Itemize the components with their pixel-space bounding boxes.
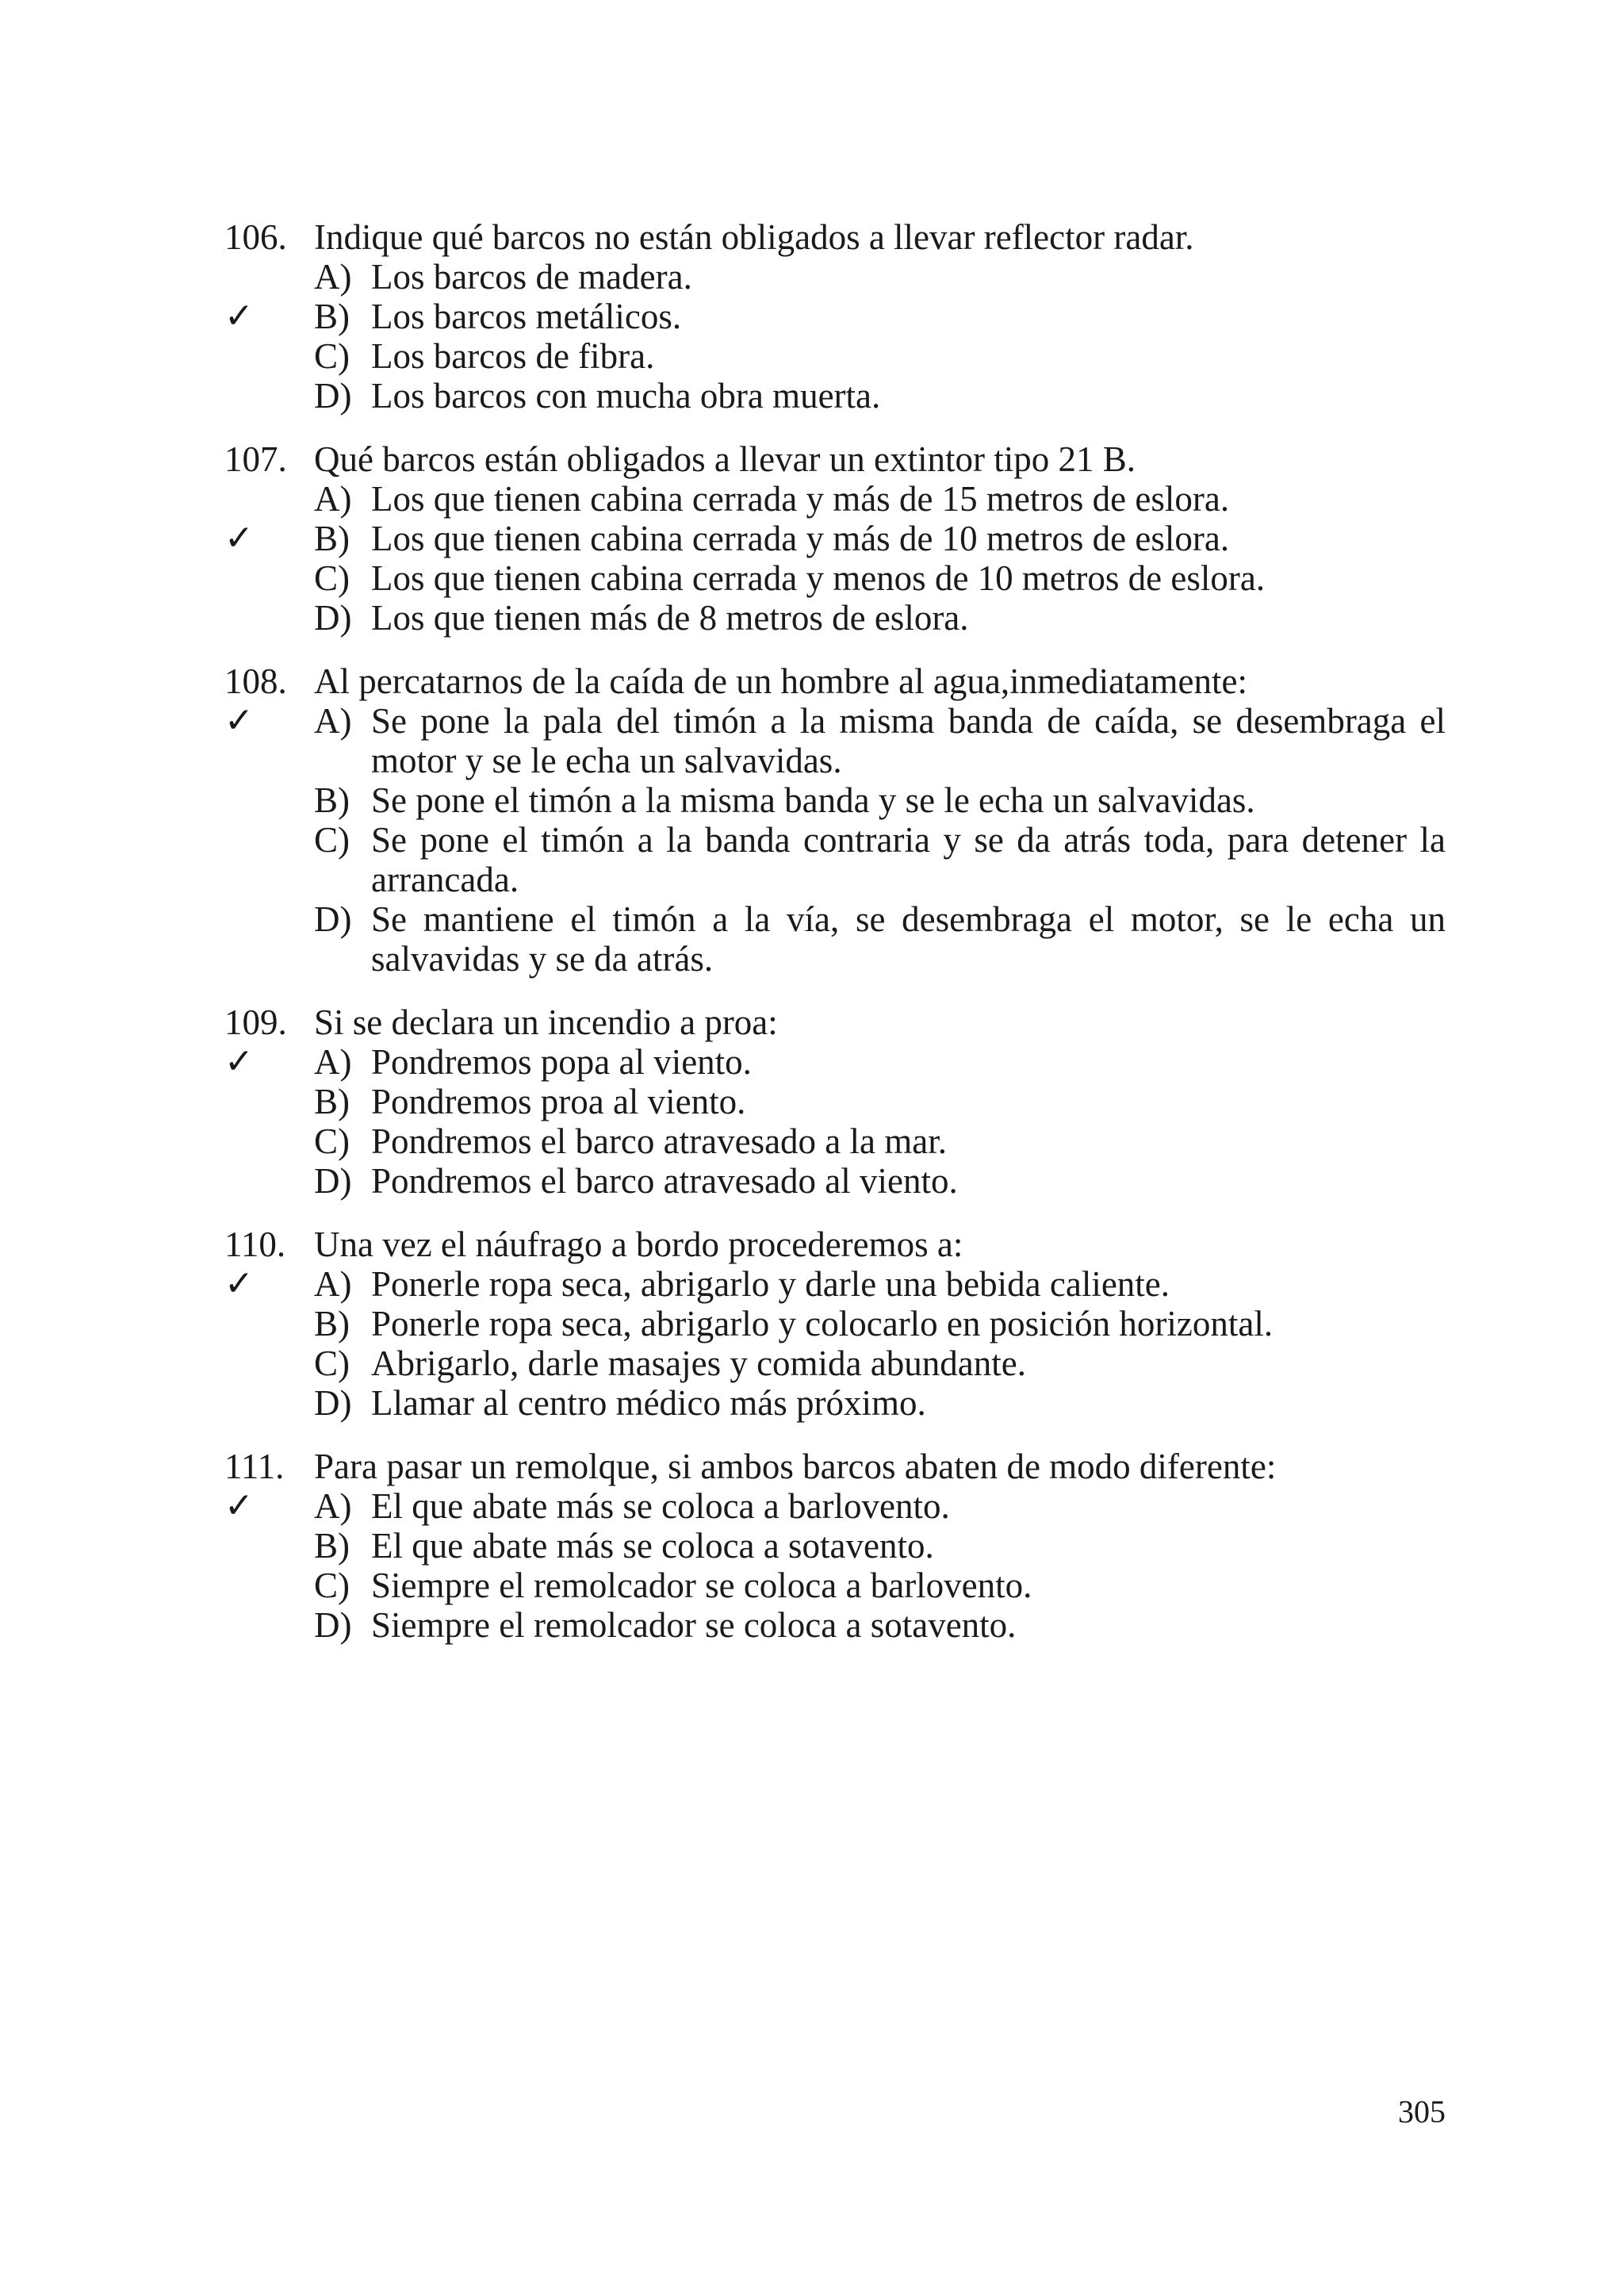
- answer-option: [224, 1486, 1446, 1526]
- option-text: Se mantiene el timón a la vía, se desembraga el motor, se le echa un salvavidas y se da atrás.: [371, 899, 1446, 979]
- answer-option: [224, 1161, 1446, 1201]
- correct-check-icon: ✓: [224, 1263, 254, 1304]
- question-header: [224, 1002, 1446, 1042]
- answer-option: [224, 558, 1446, 598]
- option-text: Pondremos proa al viento.: [371, 1082, 746, 1121]
- option-letter: B): [314, 519, 350, 558]
- option-text: Los barcos de fibra.: [371, 336, 655, 376]
- option-text: Los barcos metálicos.: [371, 297, 682, 336]
- option-letter: C): [314, 336, 350, 376]
- answer-option: [224, 479, 1446, 519]
- option-text: Se pone el timón a la banda contraria y se da atrás toda, para detener la arrancada.: [371, 820, 1446, 899]
- option-text: Los que tienen más de 8 metros de eslora.: [371, 598, 969, 638]
- question-item: [224, 217, 1446, 416]
- correct-check-icon: ✓: [224, 1485, 254, 1526]
- option-text: Siempre el remolcador se coloca a sotavento.: [371, 1605, 1017, 1645]
- option-letter: A): [314, 479, 352, 519]
- option-letter: A): [314, 1042, 352, 1082]
- option-text: Ponerle ropa seca, abrigarlo y colocarlo en posición horizontal.: [371, 1304, 1274, 1343]
- answer-option: [224, 1566, 1446, 1605]
- option-letter: C): [314, 1566, 350, 1605]
- option-text: Pondremos el barco atravesado al viento.: [371, 1161, 958, 1201]
- answer-option: [224, 1343, 1446, 1383]
- question-text: Indique qué barcos no están obligados a llevar reflector radar.: [314, 217, 1194, 257]
- option-text: Llamar al centro médico más próximo.: [371, 1383, 926, 1423]
- option-text: Los que tienen cabina cerrada y más de 10 metros de eslora.: [371, 519, 1230, 558]
- option-text: Los barcos con mucha obra muerta.: [371, 376, 881, 416]
- option-text: Pondremos el barco atravesado a la mar.: [371, 1121, 947, 1161]
- question-number: 110.: [224, 1225, 286, 1264]
- answer-option: [224, 1121, 1446, 1161]
- option-letter: D): [314, 1605, 352, 1645]
- option-text: Los barcos de madera.: [371, 257, 692, 297]
- option-letter: D): [314, 1161, 352, 1201]
- question-number: 109.: [224, 1002, 287, 1042]
- question-item: [224, 661, 1446, 979]
- option-letter: D): [314, 598, 352, 638]
- question-number: 108.: [224, 661, 287, 701]
- option-text: El que abate más se coloca a barlovento.: [371, 1486, 950, 1526]
- correct-check-icon: ✓: [224, 1041, 254, 1082]
- option-letter: A): [314, 1486, 352, 1526]
- answer-option: [224, 1383, 1446, 1423]
- option-letter: B): [314, 297, 350, 336]
- option-text: Siempre el remolcador se coloca a barlovento.: [371, 1566, 1032, 1605]
- answer-option: [224, 297, 1446, 336]
- question-header: [224, 439, 1446, 479]
- option-letter: C): [314, 558, 350, 598]
- question-text: Si se declara un incendio a proa:: [314, 1002, 778, 1042]
- option-text: Los que tienen cabina cerrada y menos de 10 metros de eslora.: [371, 558, 1266, 598]
- option-text: El que abate más se coloca a sotavento.: [371, 1526, 934, 1566]
- answer-option: [224, 1605, 1446, 1645]
- option-letter: A): [314, 257, 352, 297]
- option-letter: D): [314, 376, 352, 416]
- question-list: [224, 217, 1446, 1669]
- option-letter: A): [314, 701, 352, 741]
- page-number: 305: [1398, 2094, 1446, 2129]
- option-letter: C): [314, 820, 350, 860]
- option-letter: B): [314, 1082, 350, 1121]
- question-text: Una vez el náufrago a bordo procederemos a:: [314, 1225, 963, 1264]
- question-text: Al percatarnos de la caída de un hombre al agua,inmediatamente:: [314, 661, 1247, 701]
- answer-option: [224, 598, 1446, 638]
- correct-check-icon: ✓: [224, 518, 254, 558]
- answer-option: [224, 1526, 1446, 1566]
- option-text: Los que tienen cabina cerrada y más de 15 metros de eslora.: [371, 479, 1230, 519]
- option-letter: A): [314, 1264, 352, 1304]
- question-text: Para pasar un remolque, si ambos barcos abaten de modo diferente:: [314, 1447, 1277, 1486]
- question-header: [224, 1225, 1446, 1264]
- option-text: Se pone el timón a la misma banda y se le echa un salvavidas.: [371, 780, 1255, 820]
- question-number: 111.: [224, 1447, 285, 1486]
- answer-option: [224, 1304, 1446, 1343]
- option-text: Se pone la pala del timón a la misma banda de caída, se desembraga el motor y se le echa un salvavidas.: [371, 701, 1446, 780]
- option-text: Ponerle ropa seca, abrigarlo y darle una bebida caliente.: [371, 1264, 1170, 1304]
- correct-check-icon: ✓: [224, 700, 254, 741]
- answer-option: [224, 376, 1446, 416]
- answer-option: [224, 701, 1446, 780]
- question-item: [224, 1002, 1446, 1201]
- question-item: [224, 1225, 1446, 1423]
- option-letter: C): [314, 1121, 350, 1161]
- answer-option: [224, 899, 1446, 979]
- answer-option: [224, 519, 1446, 558]
- option-text: Abrigarlo, darle masajes y comida abundante.: [371, 1343, 1026, 1383]
- option-letter: D): [314, 899, 352, 939]
- question-header: [224, 1447, 1446, 1486]
- question-header: [224, 217, 1446, 257]
- option-letter: B): [314, 1526, 350, 1566]
- option-letter: B): [314, 1304, 350, 1343]
- option-text: Pondremos popa al viento.: [371, 1042, 752, 1082]
- answer-option: [224, 1082, 1446, 1121]
- answer-option: [224, 1042, 1446, 1082]
- question-item: [224, 439, 1446, 638]
- question-item: [224, 1447, 1446, 1645]
- option-letter: C): [314, 1343, 350, 1383]
- answer-option: [224, 1264, 1446, 1304]
- answer-option: [224, 257, 1446, 297]
- question-text: Qué barcos están obligados a llevar un extintor tipo 21 B.: [314, 439, 1136, 479]
- option-letter: D): [314, 1383, 352, 1423]
- correct-check-icon: ✓: [224, 296, 254, 336]
- answer-option: [224, 780, 1446, 820]
- question-number: 107.: [224, 439, 287, 479]
- question-header: [224, 661, 1446, 701]
- question-number: 106.: [224, 217, 287, 257]
- answer-option: [224, 336, 1446, 376]
- answer-option: [224, 820, 1446, 899]
- option-letter: B): [314, 780, 350, 820]
